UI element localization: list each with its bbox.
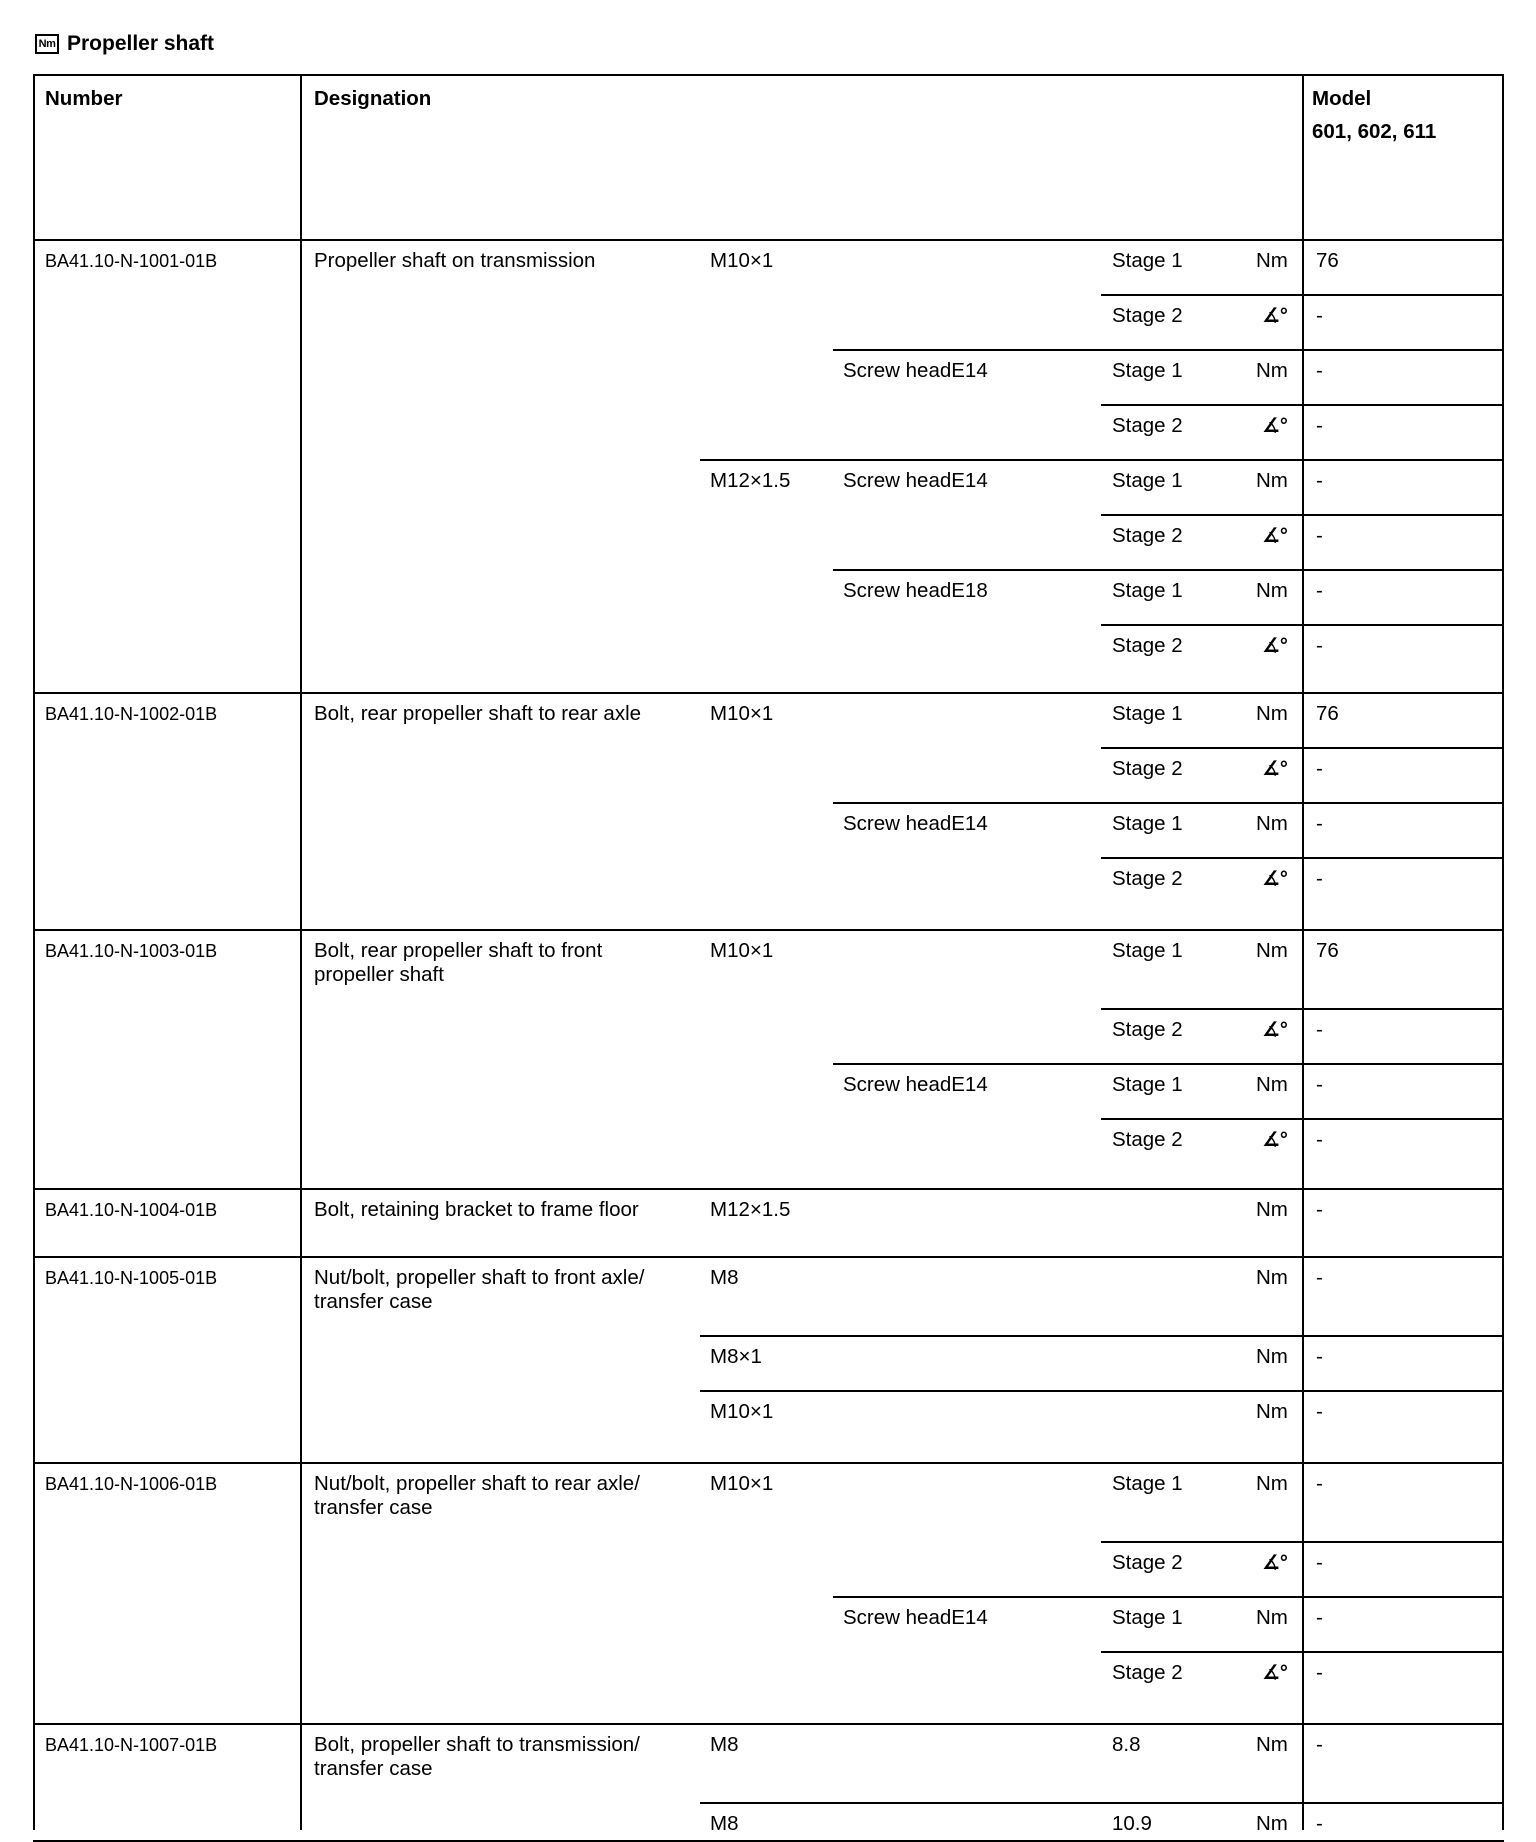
sub-row-divider [1101,1651,1504,1653]
screw-head: Screw headE14 [843,359,988,382]
angle-degree-icon: ∡° [1262,305,1288,327]
torque-value: - [1316,812,1323,835]
thread-size: M10×1 [710,249,774,272]
unit-nm: Nm [1256,1733,1288,1756]
sub-row-divider [1101,1541,1504,1543]
row-divider [33,1256,1504,1258]
spec-number: BA41.10-N-1007-01B [45,1735,218,1755]
sub-row-divider [700,1802,1504,1804]
tightening-stage: Stage 2 [1112,1018,1183,1041]
torque-value: - [1316,634,1323,657]
spec-designation: Propeller shaft on transmission [314,249,596,272]
unit-nm: Nm [1256,1345,1288,1368]
tightening-stage: Stage 2 [1112,867,1183,890]
sub-row-divider [833,569,1504,571]
angle-degree-icon: ∡° [1262,635,1288,657]
spec-designation: Bolt, retaining bracket to frame floor [314,1198,639,1221]
unit-nm: Nm [1256,1400,1288,1423]
tightening-stage: Stage 2 [1112,1551,1183,1574]
tightening-stage: Stage 1 [1112,812,1183,835]
torque-value: - [1316,1128,1323,1151]
tightening-stage: 10.9 [1112,1812,1152,1835]
sub-row-divider [1101,857,1504,859]
sub-row-divider [700,1390,1504,1392]
sub-row-divider [1101,747,1504,749]
torque-value: - [1316,1073,1323,1096]
torque-value: - [1316,1472,1323,1495]
tightening-stage: Stage 1 [1112,579,1183,602]
spec-number: BA41.10-N-1005-01B [45,1268,218,1288]
angle-degree-icon: ∡° [1262,1552,1288,1574]
angle-degree-icon: ∡° [1262,1019,1288,1041]
thread-size: M10×1 [710,1472,774,1495]
torque-value: - [1316,1812,1323,1835]
unit-nm: Nm [1256,1198,1288,1221]
spec-designation: Bolt, rear propeller shaft to front propeller shaft [314,939,603,986]
column-divider-2 [1302,74,1304,1830]
spec-number: BA41.10-N-1004-01B [45,1200,218,1220]
unit-nm: Nm [1256,359,1288,382]
table-top-border [33,74,1504,76]
spec-number: BA41.10-N-1006-01B [45,1474,218,1494]
tightening-stage: Stage 1 [1112,939,1183,962]
screw-head: Screw headE14 [843,1073,988,1096]
sub-row-divider [1101,404,1504,406]
angle-degree-icon: ∡° [1262,758,1288,780]
spec-designation: Bolt, propeller shaft to transmission/ transfer case [314,1733,640,1780]
thread-size: M12×1.5 [710,469,791,492]
torque-value: 76 [1316,939,1339,962]
tightening-stage: Stage 1 [1112,359,1183,382]
spec-designation: Bolt, rear propeller shaft to rear axle [314,702,642,725]
tightening-stage: Stage 2 [1112,414,1183,437]
unit-nm: Nm [1256,812,1288,835]
torque-value: - [1316,304,1323,327]
sub-row-divider [700,459,1504,461]
sub-row-divider [700,1335,1504,1337]
tightening-stage: Stage 1 [1112,702,1183,725]
torque-value: - [1316,469,1323,492]
sub-row-divider [1101,514,1504,516]
sub-row-divider [1101,1008,1504,1010]
row-divider [33,692,1504,694]
unit-nm: Nm [1256,702,1288,725]
tightening-stage: Stage 1 [1112,469,1183,492]
unit-nm: Nm [1256,1472,1288,1495]
screw-head: Screw headE14 [843,469,988,492]
column-divider-1 [300,74,302,1830]
sub-row-divider [833,1063,1504,1065]
spec-number: BA41.10-N-1003-01B [45,941,218,961]
column-divider-3 [1502,74,1504,1830]
tightening-stage: Stage 2 [1112,634,1183,657]
thread-size: M10×1 [710,1400,774,1423]
torque-value: - [1316,1400,1323,1423]
unit-nm: Nm [1256,469,1288,492]
screw-head: Screw headE14 [843,1606,988,1629]
spec-number: BA41.10-N-1002-01B [45,704,218,724]
row-divider [33,1188,1504,1190]
torque-value: - [1316,1606,1323,1629]
torque-value: - [1316,1661,1323,1684]
angle-degree-icon: ∡° [1262,868,1288,890]
torque-value: - [1316,1018,1323,1041]
torque-value: - [1316,1345,1323,1368]
sub-row-divider [1101,1118,1504,1120]
angle-degree-icon: ∡° [1262,525,1288,547]
section-header [35,29,214,59]
thread-size: M8 [710,1733,739,1756]
unit-nm: Nm [1256,939,1288,962]
torque-value: 76 [1316,702,1339,725]
torque-value: 76 [1316,249,1339,272]
column-header-designation: Designation [314,87,432,110]
torque-value: - [1316,524,1323,547]
spec-designation: Nut/bolt, propeller shaft to front axle/ transfer case [314,1266,645,1313]
angle-degree-icon: ∡° [1262,415,1288,437]
unit-nm: Nm [1256,1266,1288,1289]
thread-size: M10×1 [710,702,774,725]
torque-value: - [1316,867,1323,890]
screw-head: Screw headE14 [843,812,988,835]
torque-nm-icon: Nm [35,34,59,54]
torque-value: - [1316,1198,1323,1221]
tightening-stage: Stage 1 [1112,249,1183,272]
thread-size: M8 [710,1266,739,1289]
torque-value: - [1316,1266,1323,1289]
unit-nm: Nm [1256,1812,1288,1835]
spec-designation: Nut/bolt, propeller shaft to rear axle/ transfer case [314,1472,640,1519]
torque-value: - [1316,579,1323,602]
angle-degree-icon: ∡° [1262,1129,1288,1151]
tightening-stage: Stage 2 [1112,1661,1183,1684]
torque-value: - [1316,414,1323,437]
row-divider [33,1462,1504,1464]
torque-value: - [1316,1733,1323,1756]
thread-size: M8×1 [710,1345,762,1368]
spec-number: BA41.10-N-1001-01B [45,251,218,271]
screw-head: Screw headE18 [843,579,988,602]
tightening-stage: Stage 2 [1112,524,1183,547]
unit-nm: Nm [1256,1073,1288,1096]
tightening-stage: Stage 1 [1112,1606,1183,1629]
tightening-stage: 8.8 [1112,1733,1141,1756]
thread-size: M10×1 [710,939,774,962]
tightening-stage: Stage 2 [1112,304,1183,327]
row-divider [33,929,1504,931]
torque-value: - [1316,757,1323,780]
sub-row-divider [833,1596,1504,1598]
row-divider [33,1723,1504,1725]
tightening-stage: Stage 1 [1112,1073,1183,1096]
unit-nm: Nm [1256,249,1288,272]
thread-size: M8 [710,1812,739,1835]
sub-row-divider [833,349,1504,351]
unit-nm: Nm [1256,1606,1288,1629]
thread-size: M12×1.5 [710,1198,791,1221]
sub-row-divider [833,802,1504,804]
column-header-number: Number [45,87,123,110]
column-header-model: Model [1312,87,1372,110]
tightening-stage: Stage 2 [1112,757,1183,780]
angle-degree-icon: ∡° [1262,1662,1288,1684]
torque-value: - [1316,1551,1323,1574]
tightening-stage: Stage 1 [1112,1472,1183,1495]
header-bottom-border [33,239,1504,241]
sub-row-divider [1101,294,1504,296]
column-divider-0 [33,74,35,1830]
torque-value: - [1316,359,1323,382]
section-title: Propeller shaft [67,32,215,55]
tightening-stage: Stage 2 [1112,1128,1183,1151]
sub-row-divider [1101,624,1504,626]
unit-nm: Nm [1256,579,1288,602]
column-header-model-values: 601, 602, 611 [1312,120,1437,143]
